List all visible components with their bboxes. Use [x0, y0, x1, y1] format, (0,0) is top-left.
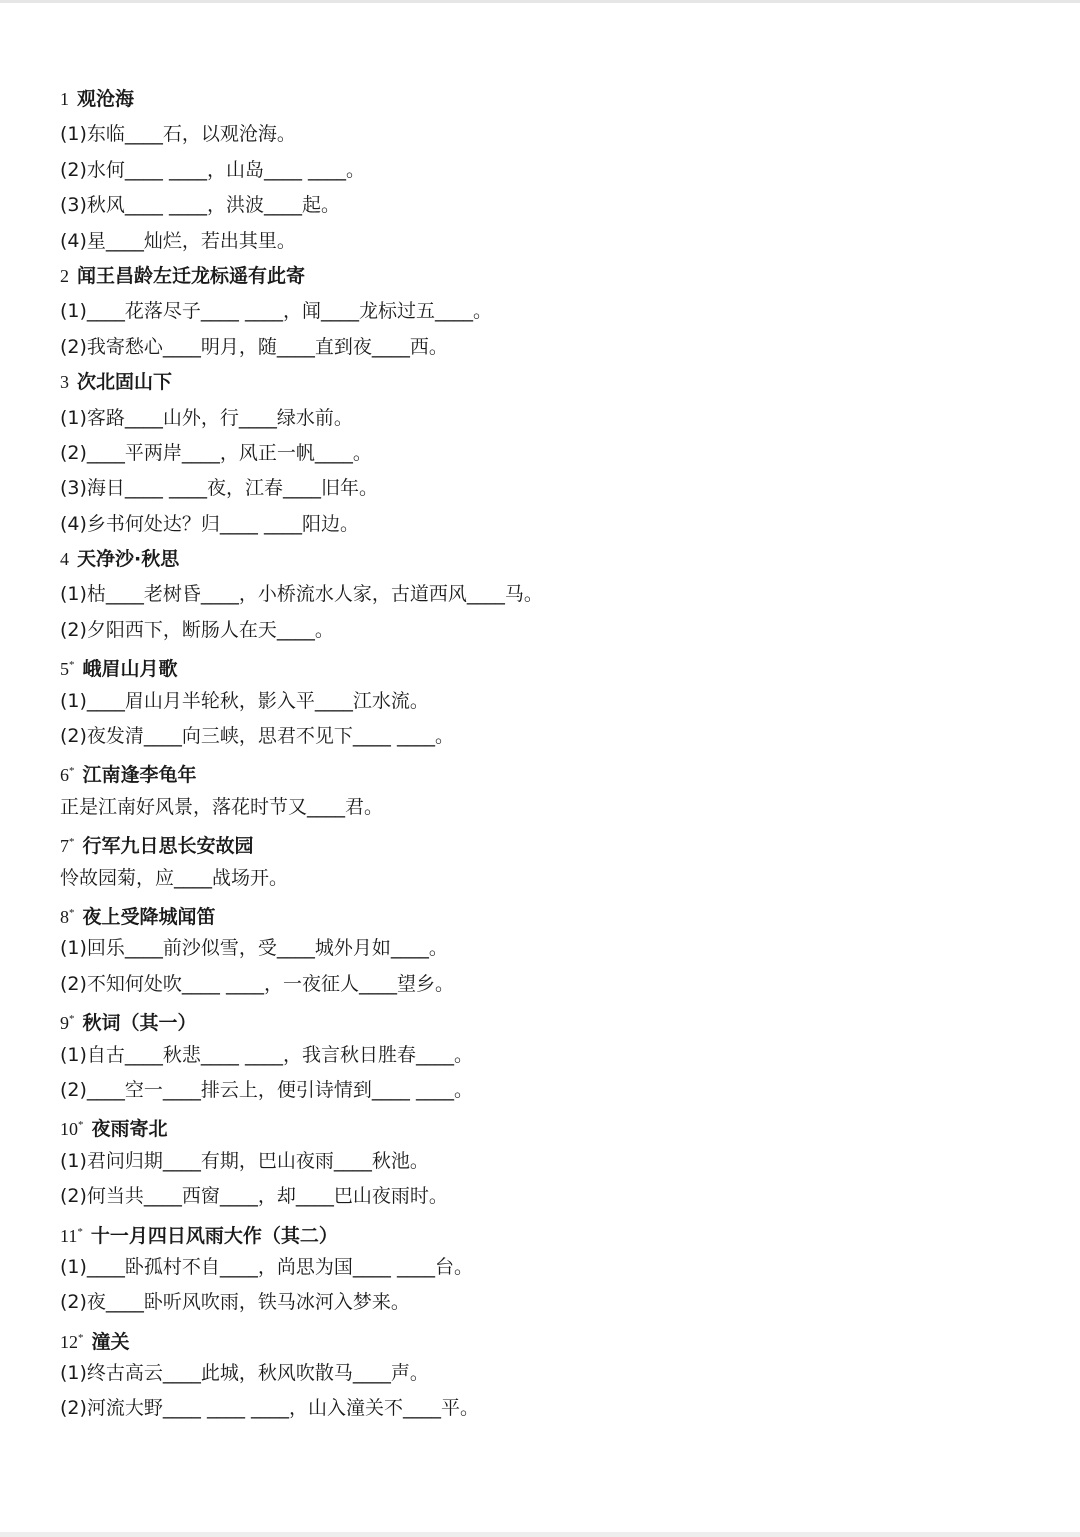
fill-in-line: (2)夕阳西下，断肠人在天____。	[60, 618, 334, 641]
fill-in-line: (1)自古____秋悲____ ____，我言秋日胜春____。	[60, 1043, 473, 1066]
fill-in-line: (2)水何____ ____，山岛____ ____。	[60, 158, 365, 181]
fill-in-line: (2)不知何处吹____ ____，一夜征人____望乡。	[60, 972, 454, 995]
fill-in-line: (1)回乐____前沙似雪，受____城外月如____。	[60, 937, 448, 960]
optional-mark: *	[77, 1225, 83, 1238]
poem-number-value: 12	[60, 1331, 78, 1352]
poem-number	[60, 907, 75, 927]
poem-number	[60, 1226, 83, 1246]
poem-heading	[60, 1002, 1040, 1037]
optional-mark: *	[78, 1331, 84, 1344]
poem-heading	[60, 365, 1040, 400]
poem-title: 闻王昌龄左迁龙标遥有此寄	[77, 264, 306, 287]
poem-heading	[60, 1215, 1040, 1250]
poem-number	[60, 1119, 84, 1139]
poem-heading	[60, 825, 1040, 860]
poem-heading	[60, 1108, 1040, 1143]
poem-title: 秋词（其一）	[82, 1012, 197, 1035]
optional-mark: *	[69, 765, 75, 778]
poem-heading	[60, 1321, 1040, 1356]
fill-in-line: (2)夜____卧听风吹雨，铁马冰河入梦来。	[60, 1291, 410, 1314]
poem-heading	[60, 82, 1040, 117]
fill-in-line: (2)夜发清____向三峡，思君不见下____ ____。	[60, 725, 454, 748]
poem-number-value: 4	[60, 549, 69, 570]
fill-in-line: (4)乡书何处达？归____ ____阳边。	[60, 512, 359, 535]
poem-number-value: 7	[60, 836, 69, 857]
fill-in-line: (1)君问归期____有期，巴山夜雨____秋池。	[60, 1149, 429, 1172]
poem-title: 十一月四日风雨大作（其二）	[90, 1224, 338, 1247]
fill-in-line: (2)河流大野____ ____ ____，山入潼关不____平。	[60, 1397, 479, 1420]
poem-title: 夜雨寄北	[91, 1118, 168, 1141]
poem-number	[60, 659, 75, 679]
poem-heading	[60, 896, 1040, 931]
poem-title: 江南逢李龟年	[82, 764, 197, 787]
poem-title: 潼关	[91, 1330, 130, 1353]
bottom-divider	[0, 1532, 1080, 1537]
poem-number	[60, 266, 69, 286]
poem-number	[60, 836, 75, 856]
poem-number	[60, 549, 69, 569]
poem-number	[60, 372, 69, 392]
poem-fill-in-list	[60, 82, 1040, 1427]
fill-in-line: (1)客路____山外，行____绿水前。	[60, 406, 353, 429]
poem-number	[60, 765, 75, 785]
fill-in-line: (1)枯____老树昏____，小桥流水人家，古道西风____马。	[60, 583, 543, 606]
poem-title: 行军九日思长安故园	[82, 835, 254, 858]
fill-in-line: (2)何当共____西窗____，却____巴山夜雨时。	[60, 1185, 448, 1208]
optional-mark: *	[69, 1013, 75, 1026]
fill-in-line: (1)____眉山月半轮秋，影入平____江水流。	[60, 689, 429, 712]
poem-number-value: 2	[60, 265, 69, 286]
fill-in-line: 怜故园菊，应____战场开。	[60, 866, 289, 889]
optional-mark: *	[69, 836, 75, 849]
fill-in-line: (2)____空一____排云上，便引诗情到____ ____。	[60, 1078, 473, 1101]
poem-heading	[60, 754, 1040, 789]
poem-number	[60, 89, 69, 109]
poem-number-value: 5	[60, 659, 69, 680]
top-divider	[0, 0, 1080, 3]
fill-in-line: (1)终古高云____此城，秋风吹散马____声。	[60, 1362, 429, 1385]
poem-number-value: 11	[60, 1225, 78, 1246]
poem-heading	[60, 259, 1040, 294]
poem-number-value: 10	[60, 1119, 78, 1140]
poem-number-value: 9	[60, 1013, 69, 1034]
optional-mark: *	[69, 659, 75, 672]
poem-title: 次北固山下	[77, 371, 173, 394]
poem-number	[60, 1332, 84, 1352]
fill-in-line: 正是江南好风景，落花时节又____君。	[60, 795, 384, 818]
optional-mark: *	[69, 906, 75, 919]
poem-number-value: 1	[60, 89, 69, 109]
poem-number	[60, 1013, 75, 1033]
fill-in-line: (3)秋风____ ____，洪波____起。	[60, 194, 340, 217]
fill-in-line: (1)____卧孤村不自____，尚思为国____ ____台。	[60, 1255, 473, 1278]
fill-in-line: (4)星____灿烂，若出其里。	[60, 229, 296, 252]
poem-number-value: 6	[60, 765, 69, 786]
fill-in-line: (1)东临____石，以观沧海。	[60, 123, 296, 146]
fill-in-line: (3)海日____ ____夜，江春____旧年。	[60, 477, 378, 500]
poem-title: 天净沙·秋思	[77, 548, 180, 571]
fill-in-line: (1)____花落尽子____ ____，闻____龙标过五____。	[60, 300, 492, 323]
poem-title: 峨眉山月歌	[82, 658, 178, 681]
poem-heading	[60, 648, 1040, 683]
poem-number-value: 3	[60, 372, 69, 393]
poem-number-value: 8	[60, 906, 69, 927]
poem-title: 夜上受降城闻笛	[82, 905, 216, 928]
fill-in-line: (2)____平两岸____，风正一帆____。	[60, 441, 372, 464]
poem-heading	[60, 542, 1040, 577]
poem-title: 观沧海	[77, 88, 135, 110]
fill-in-line: (2)我寄愁心____明月，随____直到夜____西。	[60, 335, 448, 358]
optional-mark: *	[78, 1119, 84, 1132]
